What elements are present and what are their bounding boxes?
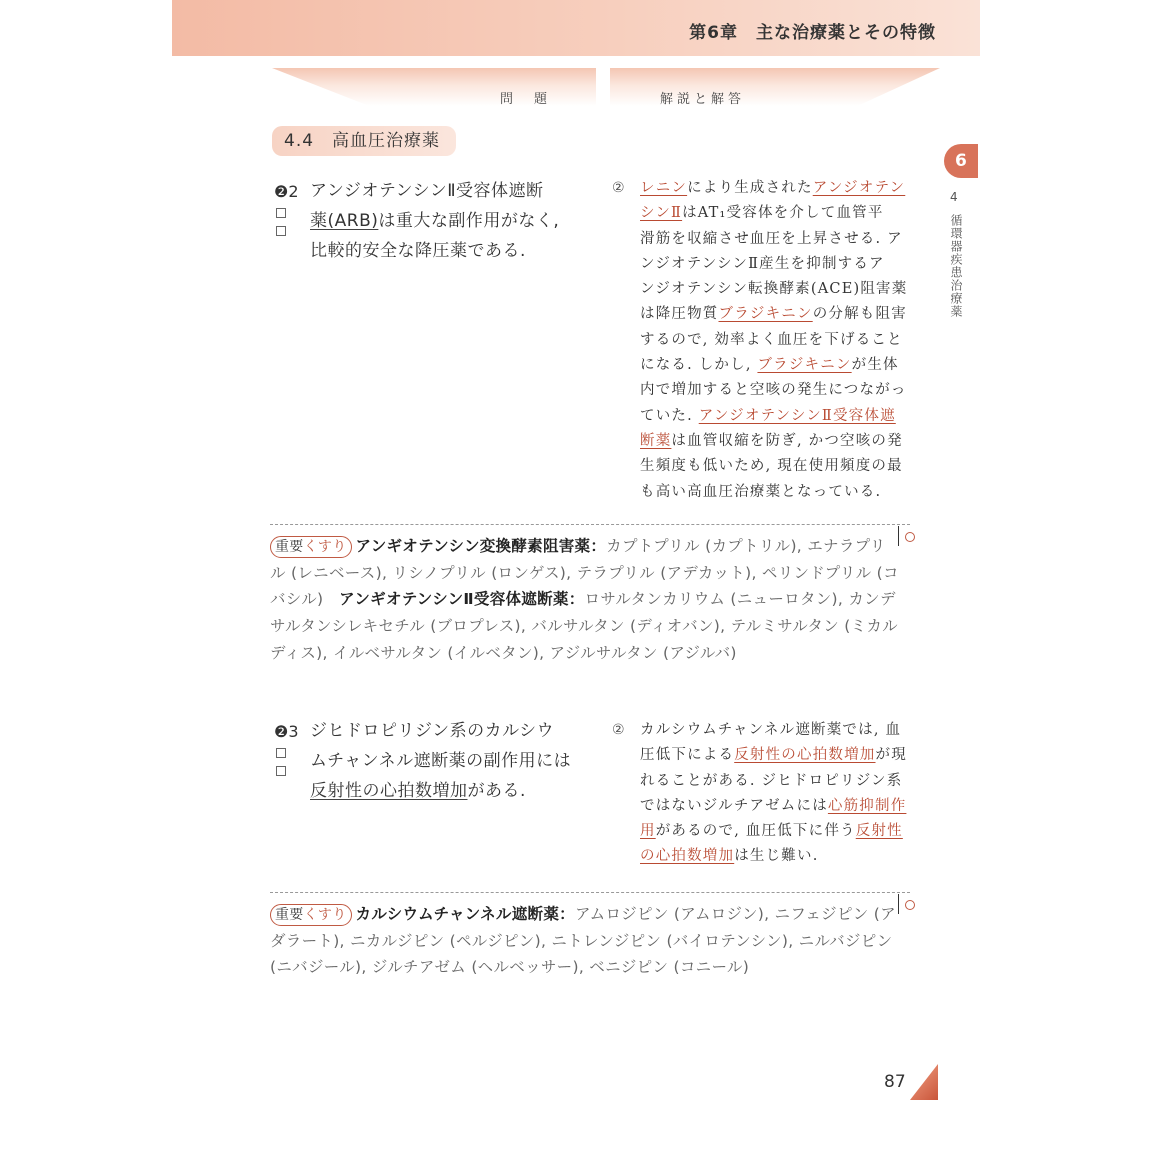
answer-2-mark: ② [612,180,625,196]
question-3-number: ❷3 [274,722,299,741]
note-marker [898,526,920,546]
circle-icon [905,900,915,910]
answer-3-mark: ② [612,722,625,738]
question-3-text: ジヒドロピリジン系のカルシウ ムチャンネル遮断薬の副作用には 反射性の心拍数増加がある. [310,721,572,801]
section-number: 4 [950,190,958,204]
review-checkbox[interactable] [276,766,286,776]
note-marker [898,894,920,914]
book-page [172,0,980,1150]
answer-3-explanation: カルシウムチャンネル遮断薬では, 血 圧低下による反射性の心拍数増加が現 れることがある. ジヒドロピリジン系 ではないジルチアゼムには心筋抑制作 用があるので, 血圧低下に伴う反射性 の心拍数増加は生じ難い. [640,722,907,865]
answer-2-explanation: レニンにより生成されたアンジオテン シンⅡはAT₁受容体を介して血管平 滑筋を収縮させ血圧を上昇させる. ア ンジオテンシンⅡ産生を抑制するア ンジオテンシン転換酵素(ACE)阻害薬 は降圧物質ブラジキニンの分解も阻害 するので, 効率よく血圧を下げること になる. しかし, ブラジキニンが生体 内で増加すると空咳の発生につながっ ていた. アンジオテンシンⅡ受容体遮 断薬は血管収縮を防ぎ, かつ空咳の発 生頻度も低いため, 現在使用頻度の最 も高い高血圧治療薬となっている. [640,180,908,500]
question-column-label: 問 題 [500,92,552,107]
answer-column-label: 解説と解答 [660,92,746,107]
chapter-header [172,0,980,56]
important-drugs-badge: 重要くすり [270,536,352,558]
page-corner-triangle [910,1064,938,1100]
review-checkbox[interactable] [276,208,286,218]
question-2-text: アンジオテンシンⅡ受容体遮断 薬(ARB)は重大な副作用がなく, 比較的安全な降圧薬である. [310,181,560,261]
section-heading: 4.4 高血圧治療薬 [272,126,456,156]
important-drugs-note-2: 重要くすり カルシウムチャンネル遮断薬：アムロジピン (アムロジン), ニフェジピン (アダラート), ニカルジピン (ペルジピン), ニトレンジピン (バイロテンシン), ニルバジピン (ニバジール), ジルチアゼム (ヘルベッサー), ベニジピン (コニール) [270,892,910,1012]
section-vertical-label: 循環器疾患治療薬 [949,214,963,318]
important-drugs-badge: 重要くすり [270,904,352,926]
dashed-divider [270,892,910,893]
review-checkbox[interactable] [276,226,286,236]
dashed-divider [270,524,910,525]
question-2-number: ❷2 [274,182,299,201]
chapter-tab[interactable]: 6 [944,144,978,178]
important-drugs-note-1: 重要くすり アンギオテンシン変換酵素阻害薬：カプトプリル (カプトリル), エナラプリル (レニベース), リシノプリル (ロンゲス), テラプリル (アデカット), ペリンドプリル (コバシル) アンギオテンシンⅡ受容体遮断薬：ロサルタンカリウム (ニューロタン), カンデサルタンシレキセチル (ブロプレス), バルサルタン (ディオバン), テルミサルタン (ミカルディス), イルベサルタン (イルベタン), アジルサルタン (アジルバ) [270,524,910,694]
review-checkbox[interactable] [276,748,286,758]
page-number: 87 [884,1072,906,1092]
circle-icon [905,532,915,542]
chapter-title: 第6章 主な治療薬とその特徴 [689,23,936,43]
